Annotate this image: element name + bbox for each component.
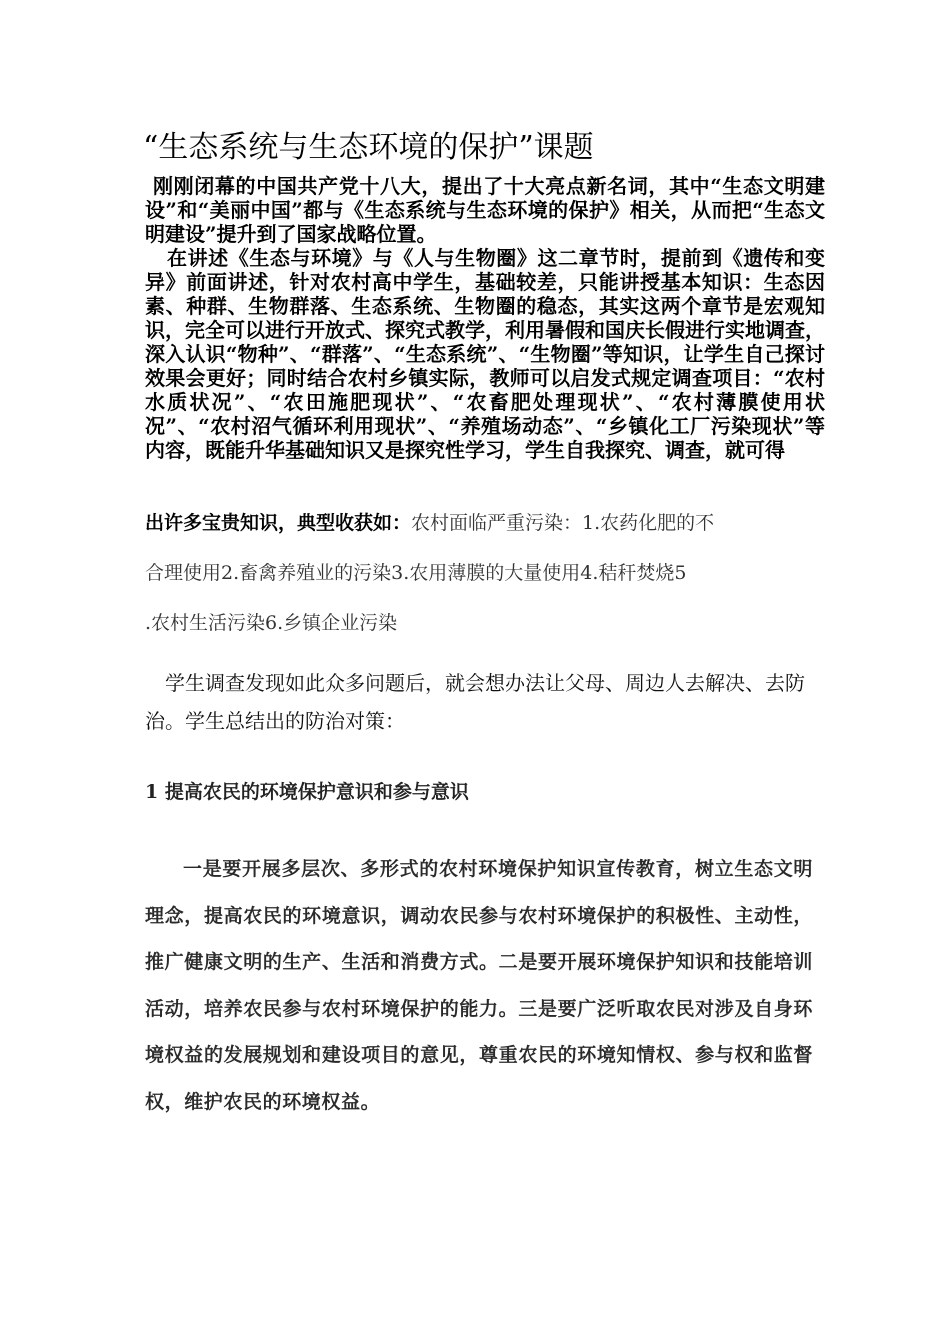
section-heading-1: 1 提高农民的环境保护意识和参与意识 xyxy=(145,781,469,803)
intro-paragraph: 刚刚闭幕的中国共产党十八大，提出了十大亮点新名词，其中“生态文明建设”和“美丽中国”都与《生态系统与生态环境的保护》相关，从而把“生态文明建设”提升到了国家战略位置。 xyxy=(145,174,825,246)
document-title: “生态系统与生态环境的保护”课题 xyxy=(143,130,594,165)
countermeasure-intro-paragraph: 学生调查发现如此众多问题后，就会想办法让父母、周边人去解决、去防治。学生总结出的防治对策： xyxy=(145,671,805,733)
section-1-body: 一是要开展多层次、多形式的农村环境保护知识宣传教育，树立生态文明理念，提高农民的环境意识，调动农民参与农村环境保护的积极性、主动性，推广健康文明的生产、生活和消费方式。二是要开展环境保护知识和技能培训活动，培养农民参与农村环境保护的能力。三是要广泛听取农民对涉及自身环境权益的发展规划和建设项目的意见，尊重农民的环境知情权、参与权和监督权，维护农民的环境权益。 xyxy=(145,858,813,1113)
pollution-list-line-1 xyxy=(145,508,825,538)
teaching-paragraph: 在讲述《生态与环境》与《人与生物圈》这二章节时，提前到《遗传和变异》前面讲述，针对农村高中学生，基础较差，只能讲授基本知识：生态因素、种群、生物群落、生态系统、生物圈的稳态，其实这两个章节是宏观知识，完全可以进行开放式、探究式教学，利用暑假和国庆长假进行实地调查，深入认识“物种”、“群落”、“生态系统”、“生物圈”等知识，让学生自己探讨效果会更好；同时结合农村乡镇实际，教师可以启发式规定调查项目：“农村水质状况”、“农田施肥现状”、“农畜肥处理现状”、“农村薄膜使用状况”、“农村沼气循环利用现状”、“养殖场动态”、“乡镇化工厂污染现状”等内容，既能升华基础知识又是探究性学习，学生自我探究、调查，就可得 xyxy=(145,246,825,462)
pollution-list-line-3: .农村生活污染6.乡镇企业污染 xyxy=(145,612,398,634)
pollution-list-lead: 出许多宝贵知识，典型收获如： xyxy=(145,512,412,534)
pollution-list-start: 农村面临严重污染：1.农药化肥的不 xyxy=(411,512,715,534)
pollution-list-line-2: 合理使用2.畜禽养殖业的污染3.农用薄膜的大量使用4.秸秆焚烧5 xyxy=(145,562,687,584)
